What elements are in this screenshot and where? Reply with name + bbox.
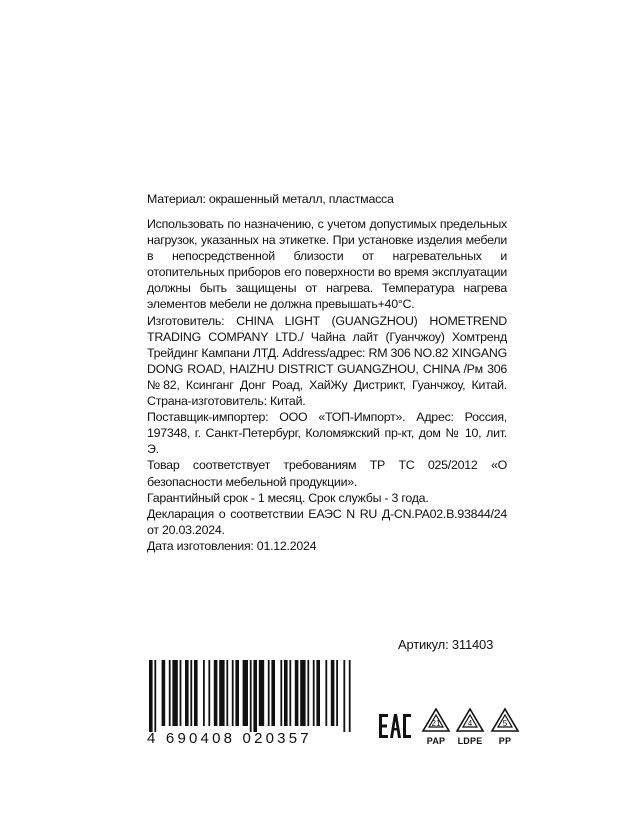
recycle-code: PP <box>498 736 512 746</box>
svg-text:21: 21 <box>431 719 441 728</box>
barcode-bar <box>190 660 192 726</box>
barcode-bar <box>149 660 153 732</box>
barcode-bar <box>194 660 198 726</box>
recycle-pp <box>488 707 522 746</box>
barcode-bar <box>219 660 224 726</box>
barcode-bar <box>235 660 239 726</box>
barcode-bar <box>343 660 345 732</box>
article-number: Артикул: 311403 <box>398 637 494 652</box>
barcode-bar <box>232 660 234 726</box>
barcode-bar <box>349 660 351 732</box>
barcode-bar <box>284 660 288 726</box>
barcode-bar <box>154 660 156 732</box>
svg-text:5: 5 <box>502 719 508 728</box>
barcode-bar <box>172 660 177 726</box>
barcode-bar <box>259 660 264 726</box>
barcode-bar <box>253 660 257 732</box>
barcode-bar <box>243 660 248 726</box>
barcode-bar <box>280 660 282 726</box>
manufacturer-paragraph: Изготовитель: CHINA LIGHT (GUANGZHOU) HOMETREND TRADING COMPANY LTD./ Чайна лайт (Гуанчжоу) Хомтренд Трейдинг Кампани ЛТД. Address/адрес: RM 306 NO.82 XINGANG DONG ROAD, HAIZHU DISTRICT GUANGZHOU, CHINA /Рм 306 №82, Ксинганг Донг Роад, ХайЖу Дистрикт, Гуанчжоу, Китай. Страна-изготовитель: Китай. <box>147 313 507 409</box>
material-text: Материал: окрашенный металл, пластмасса <box>147 192 394 206</box>
manufacture-date-line: Дата изготовления: 01.12.2024 <box>147 538 317 553</box>
barcode-bar <box>208 660 210 726</box>
barcode-bar <box>268 660 270 726</box>
barcode-bar <box>226 660 228 726</box>
eac-mark <box>378 712 412 745</box>
barcode-bar <box>169 660 171 726</box>
barcode-bar <box>307 660 309 726</box>
svg-text:4: 4 <box>467 719 473 728</box>
barcode-bar <box>300 660 305 726</box>
barcode-bar <box>289 660 291 726</box>
recycle-icon <box>490 707 520 733</box>
barcode-bars <box>147 660 357 732</box>
recycle-pap <box>419 707 453 746</box>
eac-icon <box>378 712 412 740</box>
barcode-bar <box>271 660 275 726</box>
label-body <box>147 216 507 554</box>
declaration-paragraph: Декларация о соответствии ЕАЭС N RU Д-CN.PA02.B.93844/24 от 20.03.2024. <box>147 506 507 537</box>
importer-paragraph: Поставщик-импортер: ООО «ТОП-Импорт». Адрес: Россия, 197348, г. Санкт-Петербург, Коломяжский пр-кт, дом № 10, лит. Э. <box>147 410 507 457</box>
barcode-bar <box>162 660 166 726</box>
barcode-bar <box>325 660 327 726</box>
barcode-bar <box>214 660 218 726</box>
barcode-bar <box>180 660 182 726</box>
barcode-digits: 4 690408 020357 <box>147 730 312 747</box>
barcode-bar <box>336 660 338 726</box>
recycle-icon <box>421 707 451 733</box>
recycle-ldpe <box>453 707 487 746</box>
material-line <box>147 191 507 207</box>
recycle-code: LDPE <box>457 736 483 746</box>
barcode-bar <box>316 660 320 726</box>
barcode-bar <box>203 660 205 726</box>
barcode-bar <box>250 660 252 732</box>
usage-paragraph: Использовать по назначению, с учетом допустимых предельных нагрузок, указанных на этикетке. При установке изделия мебели в непосредственной близости от нагревательных и отопительных приборов его поверхности во время эксплуатации должны быть защищены от нагрева. Температура нагрева элементов мебели не должна превышать+40°С. <box>147 217 507 312</box>
recycle-code: PAP <box>426 736 446 746</box>
warranty-line: Гарантийный срок - 1 месяц. Срок службы - 3 года. <box>147 490 429 505</box>
barcode-bar <box>331 660 335 726</box>
recycle-icon <box>455 707 485 733</box>
compliance-paragraph: Товар соответствует требованиям ТР ТС 025/2012 «О безопасности мебельной продукции». <box>147 458 507 489</box>
barcode-bar <box>295 660 299 726</box>
barcode-bar <box>185 660 189 726</box>
barcode-bar <box>313 660 315 726</box>
